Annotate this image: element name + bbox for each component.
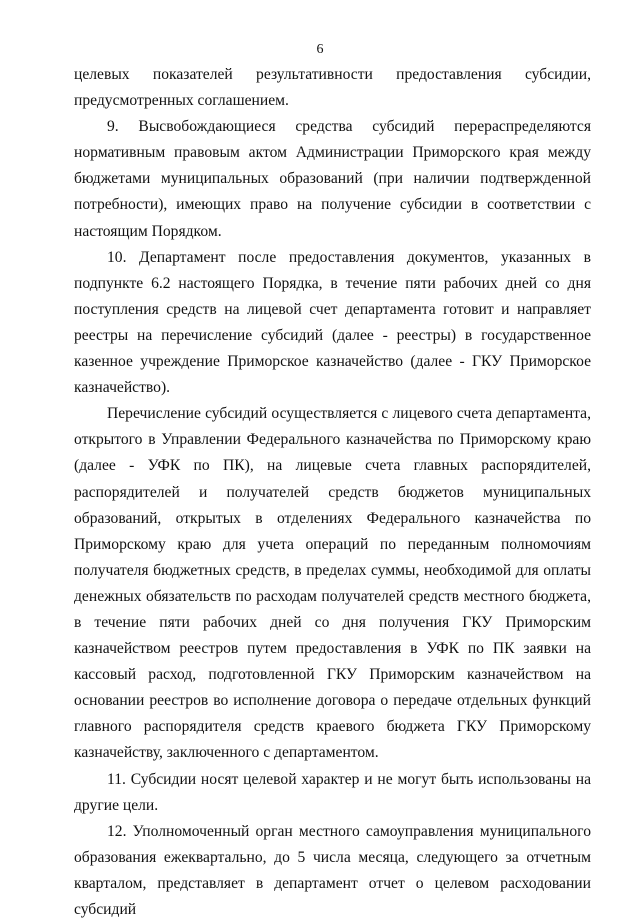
paragraph-9: 9. Высвобождающиеся средства субсидий перераспределяются нормативным правовым актом Администрации Приморского края между бюджетами муниципальных образований (при наличии подтвержденной потребности), имеющих право на получение субсидии в соответствии с настоящим Порядком.: [74, 118, 591, 240]
paragraph-transfer: Перечисление субсидий осуществляется с лицевого счета департамента, открытого в Управлении Федерального казначейства по Приморскому краю (далее - УФК по ПК), на лицевые счета главных распорядителей, распорядителей и получателей средств бюджетов муниципальных образований, открытых в отделениях Федерального казначейства по Приморскому краю для учета операций по переданным полномочиям получателя бюджетных средств, в пределах суммы, необходимой для оплаты денежных обязательств по расходам получателей средств местного бюджета, в течение пяти рабочих дней со дня получения ГКУ Приморским казначейством реестров путем предоставления в УФК по ПК заявки на кассовый расход, подготовленной ГКУ Приморским казначейством на основании реестров во исполнение договора о передаче отдельных функций главного распорядителя средств краевого бюджета ГКУ Приморскому казначейству, заключенного с департаментом.: [74, 405, 591, 762]
paragraph-continuation: целевых показателей результативности предоставления субсидии, предусмотренных соглашением.: [74, 66, 591, 110]
page-number: 6: [316, 42, 324, 57]
paragraph-11: 11. Субсидии носят целевой характер и не могут быть использованы на другие цели.: [74, 770, 591, 814]
paragraph-12: 12. Уполномоченный орган местного самоуправления муниципального образования ежеквартально, до 5 числа месяца, следующего за отчетным кварталом, представляет в департамент отчет о целевом расходовании субсидий: [74, 822, 591, 918]
paragraph-10: 10. Департамент после предоставления документов, указанных в подпункте 6.2 настоящего Порядка, в течение пяти рабочих дней со дня поступления средств на лицевой счет департамента готовит и направляет реестры на перечисление субсидий (далее - реестры) в государственное казенное учреждение Приморское казначейство (далее - ГКУ Приморское казначейство).: [74, 248, 591, 397]
document-body: [74, 62, 591, 923]
